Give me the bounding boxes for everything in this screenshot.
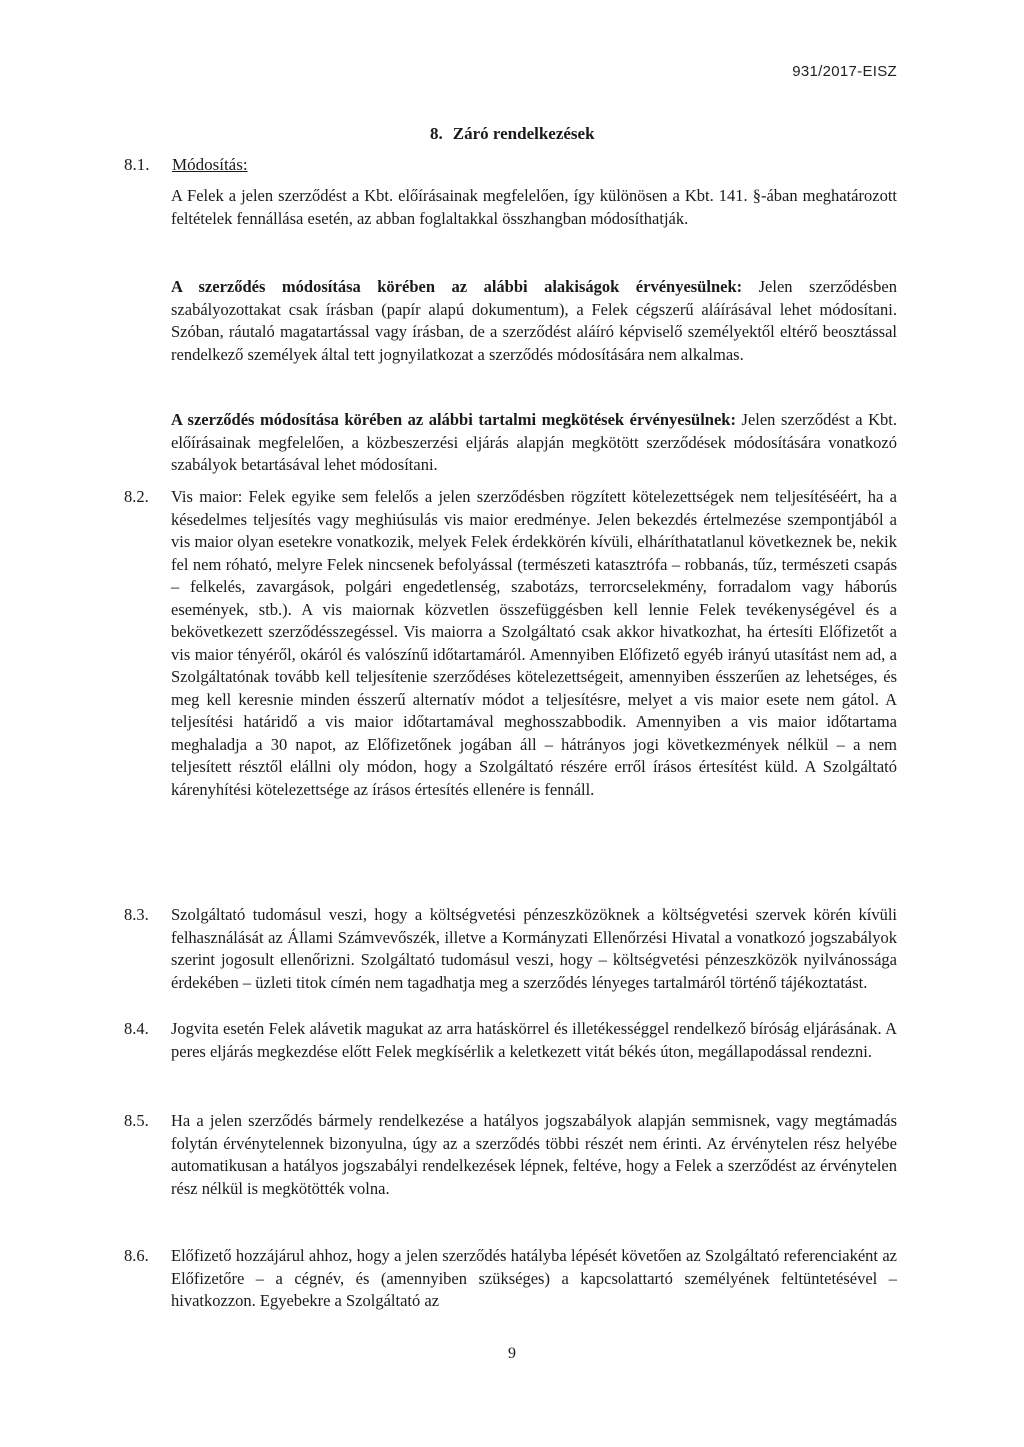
content-restrictions-lead: A szerződés módosítása körében az alábbi tartalmi megkötések érvényesülnek: [171, 410, 736, 429]
clause-text: Vis maior: Felek egyike sem felelős a jelen szerződésben rögzített kötelezettségek nem teljesítéséért, ha a késedelmes teljesítés vagy meghiúsulás vis maior eredménye. Jelen bekezdés értelmezése szempontjából a vis maior olyan esetekre vonatkozik, melyek Felek érdekkörén kívüli, elháríthatatlanul következnek be, nekik fel nem róható, melyre Felek nincsenek befolyással (természeti katasztrófa – robbanás, tűz, természeti csapás – felkelés, zavargások, polgári engedetlenség, szabotázs, terrorcselekmény, forradalom vagy háborús események, stb.). A vis maiornak közvetlen összefüggésben kell lennie Felek tevékenységével és a bekövetkezett szerződésszegéssel. Vis maiorra a Szolgáltató csak akkor hivatkozhat, ha értesíti Előfizetőt a vis maior tényéről, okáról és valószínű időtartamáról. Amennyiben Előfizető egyéb irányú utasítást nem ad, a Szolgáltatónak tovább kell teljesítenie szerződéses kötelezettségeit, amennyiben ésszerűen az lehetséges, és meg kell keresnie minden ésszerű alternatív módot a teljesítésre, melyet a vis maior esete nem gátol. A teljesítési határidő a vis maior időtartamával meghosszabbodik. Amennyiben a vis maior időtartama meghaladja a 30 napot, az Előfizetőnek jogában áll – hátrányos jogi következmények nélkül – a nem teljesített résztől elállni oly módon, hogy a Szolgáltató részére erről írásos értesítést küld. A Szolgáltató kárenyhítési kötelezettsége az írásos értesítés ellenére is fennáll. [171, 487, 897, 799]
paragraph-formal-requirements [171, 276, 897, 366]
paragraph-amendment-intro: A Felek a jelen szerződést a Kbt. előírásainak megfelelően, így különösen a Kbt. 141. §-ában meghatározott feltételek fennállása esetén, az abban foglaltakkal összhangban módosíthatják. [171, 186, 897, 228]
clause-number: 8.3. [124, 905, 149, 924]
clause-text: Jogvita esetén Felek alávetik magukat az arra hatáskörrel és illetékességgel rendelkező bíróság eljárásának. A peres eljárás megkezdése előtt Felek megkísérlik a keletkezett vitát békés úton, megállapodással rendezni. [171, 1019, 897, 1061]
clause-8-4 [124, 1018, 897, 1063]
clause-text: Szolgáltató tudomásul veszi, hogy a költségvetési pénzeszközöknek a költségvetési szervek körén kívüli felhasználását az Állami Számvevőszék, illetve a Kormányzati Ellenőrzési Hivatal a vonatkozó jogszabályok szerint jogosult ellenőrizni. Szolgáltató tudomásul veszi, hogy – költségvetési pénzeszközök nyilvánossága érdekében – üzleti titok címén nem tagadhatja meg a szerződés lényeges tartalmáról történő tájékoztatást. [171, 905, 897, 992]
clause-8-6 [124, 1245, 897, 1313]
clause-8-2 [124, 486, 897, 801]
clause-8-5 [124, 1110, 897, 1200]
section-heading [430, 123, 595, 145]
sub-section-title: Módosítás: [172, 155, 248, 174]
clause-text: Ha a jelen szerződés bármely rendelkezése a hatályos jogszabályok alapján semmisnek, vagy megtámadás folytán érvénytelennek bizonyulna, úgy az a szerződés többi részét nem érinti. Az érvénytelen rész helyébe automatikusan a hatályos jogszabályi rendelkezések lépnek, feltéve, hogy a Felek a szerződést az érvénytelen rész nélkül is megkötötték volna. [171, 1111, 897, 1198]
sub-section-heading [124, 154, 248, 176]
section-title: Záró rendelkezések [452, 124, 595, 143]
formal-requirements-text: Jelen szerződésben szabályozottakat csak írásban (papír alapú dokumentum), a Felek cégszerű aláírásával lehet módosítani. Szóban, ráutaló magatartással vagy írásban, de a szerződést aláíró képviselő személyektől eltérő beosztással rendelkező személyek által tett jognyilatkozat a szerződés módosítására nem alkalmas. [171, 277, 897, 364]
content-restrictions-text: Jelen szerződést a Kbt. előírásainak megfelelően, a közbeszerzési eljárás alapján megkötött szerződések módosítására vonatkozó szabályok betartásával lehet módosítani. [171, 410, 897, 474]
sub-section-number: 8.1. [124, 155, 150, 174]
clause-number: 8.6. [124, 1246, 149, 1265]
section-number: 8. [430, 124, 443, 143]
clause-number: 8.5. [124, 1111, 149, 1130]
page-number: 9 [508, 1345, 516, 1362]
paragraph-content-restrictions [171, 409, 897, 477]
clause-number: 8.4. [124, 1019, 149, 1038]
clause-text: Előfizető hozzájárul ahhoz, hogy a jelen szerződés hatályba lépését követően az Szolgáltató referenciaként az Előfizetőre – a cégnév, és (amennyiben szükséges) a kapcsolattartó személyének feltüntetésével – hivatkozzon. Egyebekre a Szolgáltató az [171, 1246, 897, 1310]
formal-requirements-lead: A szerződés módosítása körében az alábbi alakiságok érvényesülnek: [171, 277, 743, 296]
document-id: 931/2017-EISZ [792, 63, 897, 80]
clause-8-3 [124, 904, 897, 994]
clause-number: 8.2. [124, 487, 149, 506]
